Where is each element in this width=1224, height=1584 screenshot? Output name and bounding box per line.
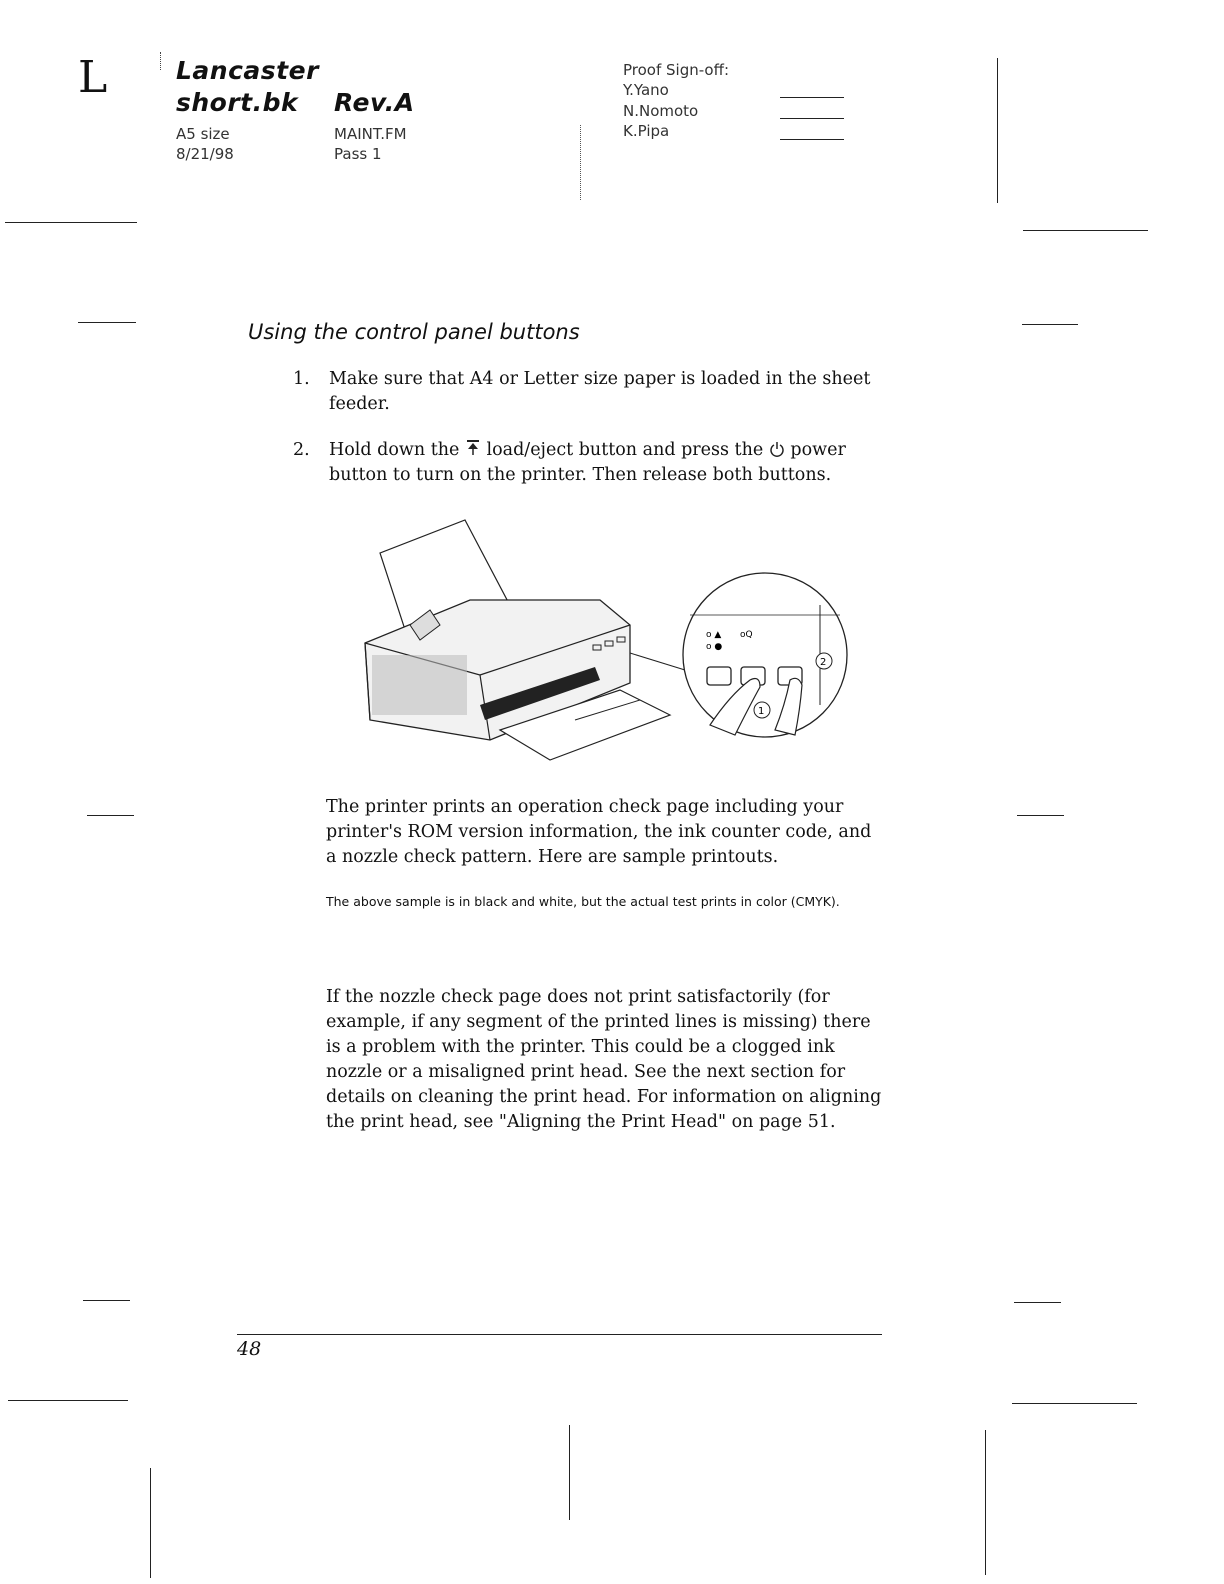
book-file: short.bk: [176, 88, 299, 117]
pass-label: Pass 1: [334, 145, 382, 163]
printer-body: [365, 600, 670, 760]
signoff-line: [780, 97, 844, 98]
step-text-part: Hold down the: [329, 440, 460, 460]
callout-leader: [630, 653, 685, 670]
step-text-part: load/eject button and press the: [486, 440, 764, 460]
svg-text:o ▲: o ▲: [706, 630, 722, 640]
print-date: 8/21/98: [176, 145, 234, 163]
header-divider: [580, 125, 581, 200]
page-number: 48: [237, 1338, 262, 1360]
callout-label: 2: [820, 657, 827, 668]
printer-illustration: [350, 515, 850, 765]
paper-size: A5 size: [176, 125, 230, 143]
proof-label: Proof Sign-off:: [623, 61, 729, 79]
signoff-name: K.Pipa: [623, 122, 670, 140]
step-number: 1.: [293, 369, 310, 389]
book-title: Lancaster: [176, 56, 319, 85]
power-icon: [769, 441, 785, 457]
note-text: The above sample is in black and white, but the actual test prints in color (CMYK).: [326, 894, 840, 909]
paragraph: The printer prints an operation check page including your printer's ROM version information, the ink counter code, and a nozzle check pattern. Here are sample printouts.: [326, 797, 872, 867]
crop-mark: [8, 1400, 128, 1401]
step-number: 2.: [293, 440, 310, 460]
crop-mark: [150, 1468, 151, 1578]
right-header-rule: [997, 58, 998, 203]
crop-mark: [87, 815, 134, 816]
step-text-part: power button to turn on the printer. Then release both buttons.: [329, 440, 846, 485]
signoff-name: N.Nomoto: [623, 102, 699, 120]
crop-mark: [1014, 1302, 1061, 1303]
paragraph: If the nozzle check page does not print satisfactorily (for example, if any segment of the printed lines is missing) there is a problem with the printer. This could be a clogged ink nozzle or a misaligned print head. See the next section for details on cleaning the print head. For information on aligning the print head, see "Aligning the Print Head" on page 51.: [326, 987, 882, 1132]
crop-mark: [83, 1300, 130, 1301]
callout-label: 1: [758, 706, 765, 717]
crop-mark: [1023, 230, 1148, 231]
step-text: Make sure that A4 or Letter size paper is loaded in the sheet feeder.: [329, 369, 871, 414]
signoff-line: [780, 118, 844, 119]
crop-mark: [1017, 815, 1064, 816]
signoff-name: Y.Yano: [623, 81, 669, 99]
footer-rule: [237, 1334, 882, 1335]
crop-mark: [78, 322, 136, 323]
crop-mark: [5, 222, 137, 223]
load-eject-icon: [465, 439, 481, 457]
file-name: MAINT.FM: [334, 125, 407, 143]
step-text: [329, 438, 895, 488]
crop-mark: [1022, 324, 1078, 325]
revision: Rev.A: [334, 88, 415, 117]
corner-letter: L: [78, 52, 108, 103]
header-marker-line: [160, 52, 161, 70]
svg-text:o ●: o ●: [706, 642, 723, 652]
section-title: Using the control panel buttons: [248, 320, 580, 344]
svg-text:oQ: oQ: [740, 630, 753, 640]
crop-mark: [569, 1425, 570, 1520]
crop-mark: [985, 1430, 986, 1575]
crop-mark: [1012, 1403, 1137, 1404]
signoff-line: [780, 139, 844, 140]
